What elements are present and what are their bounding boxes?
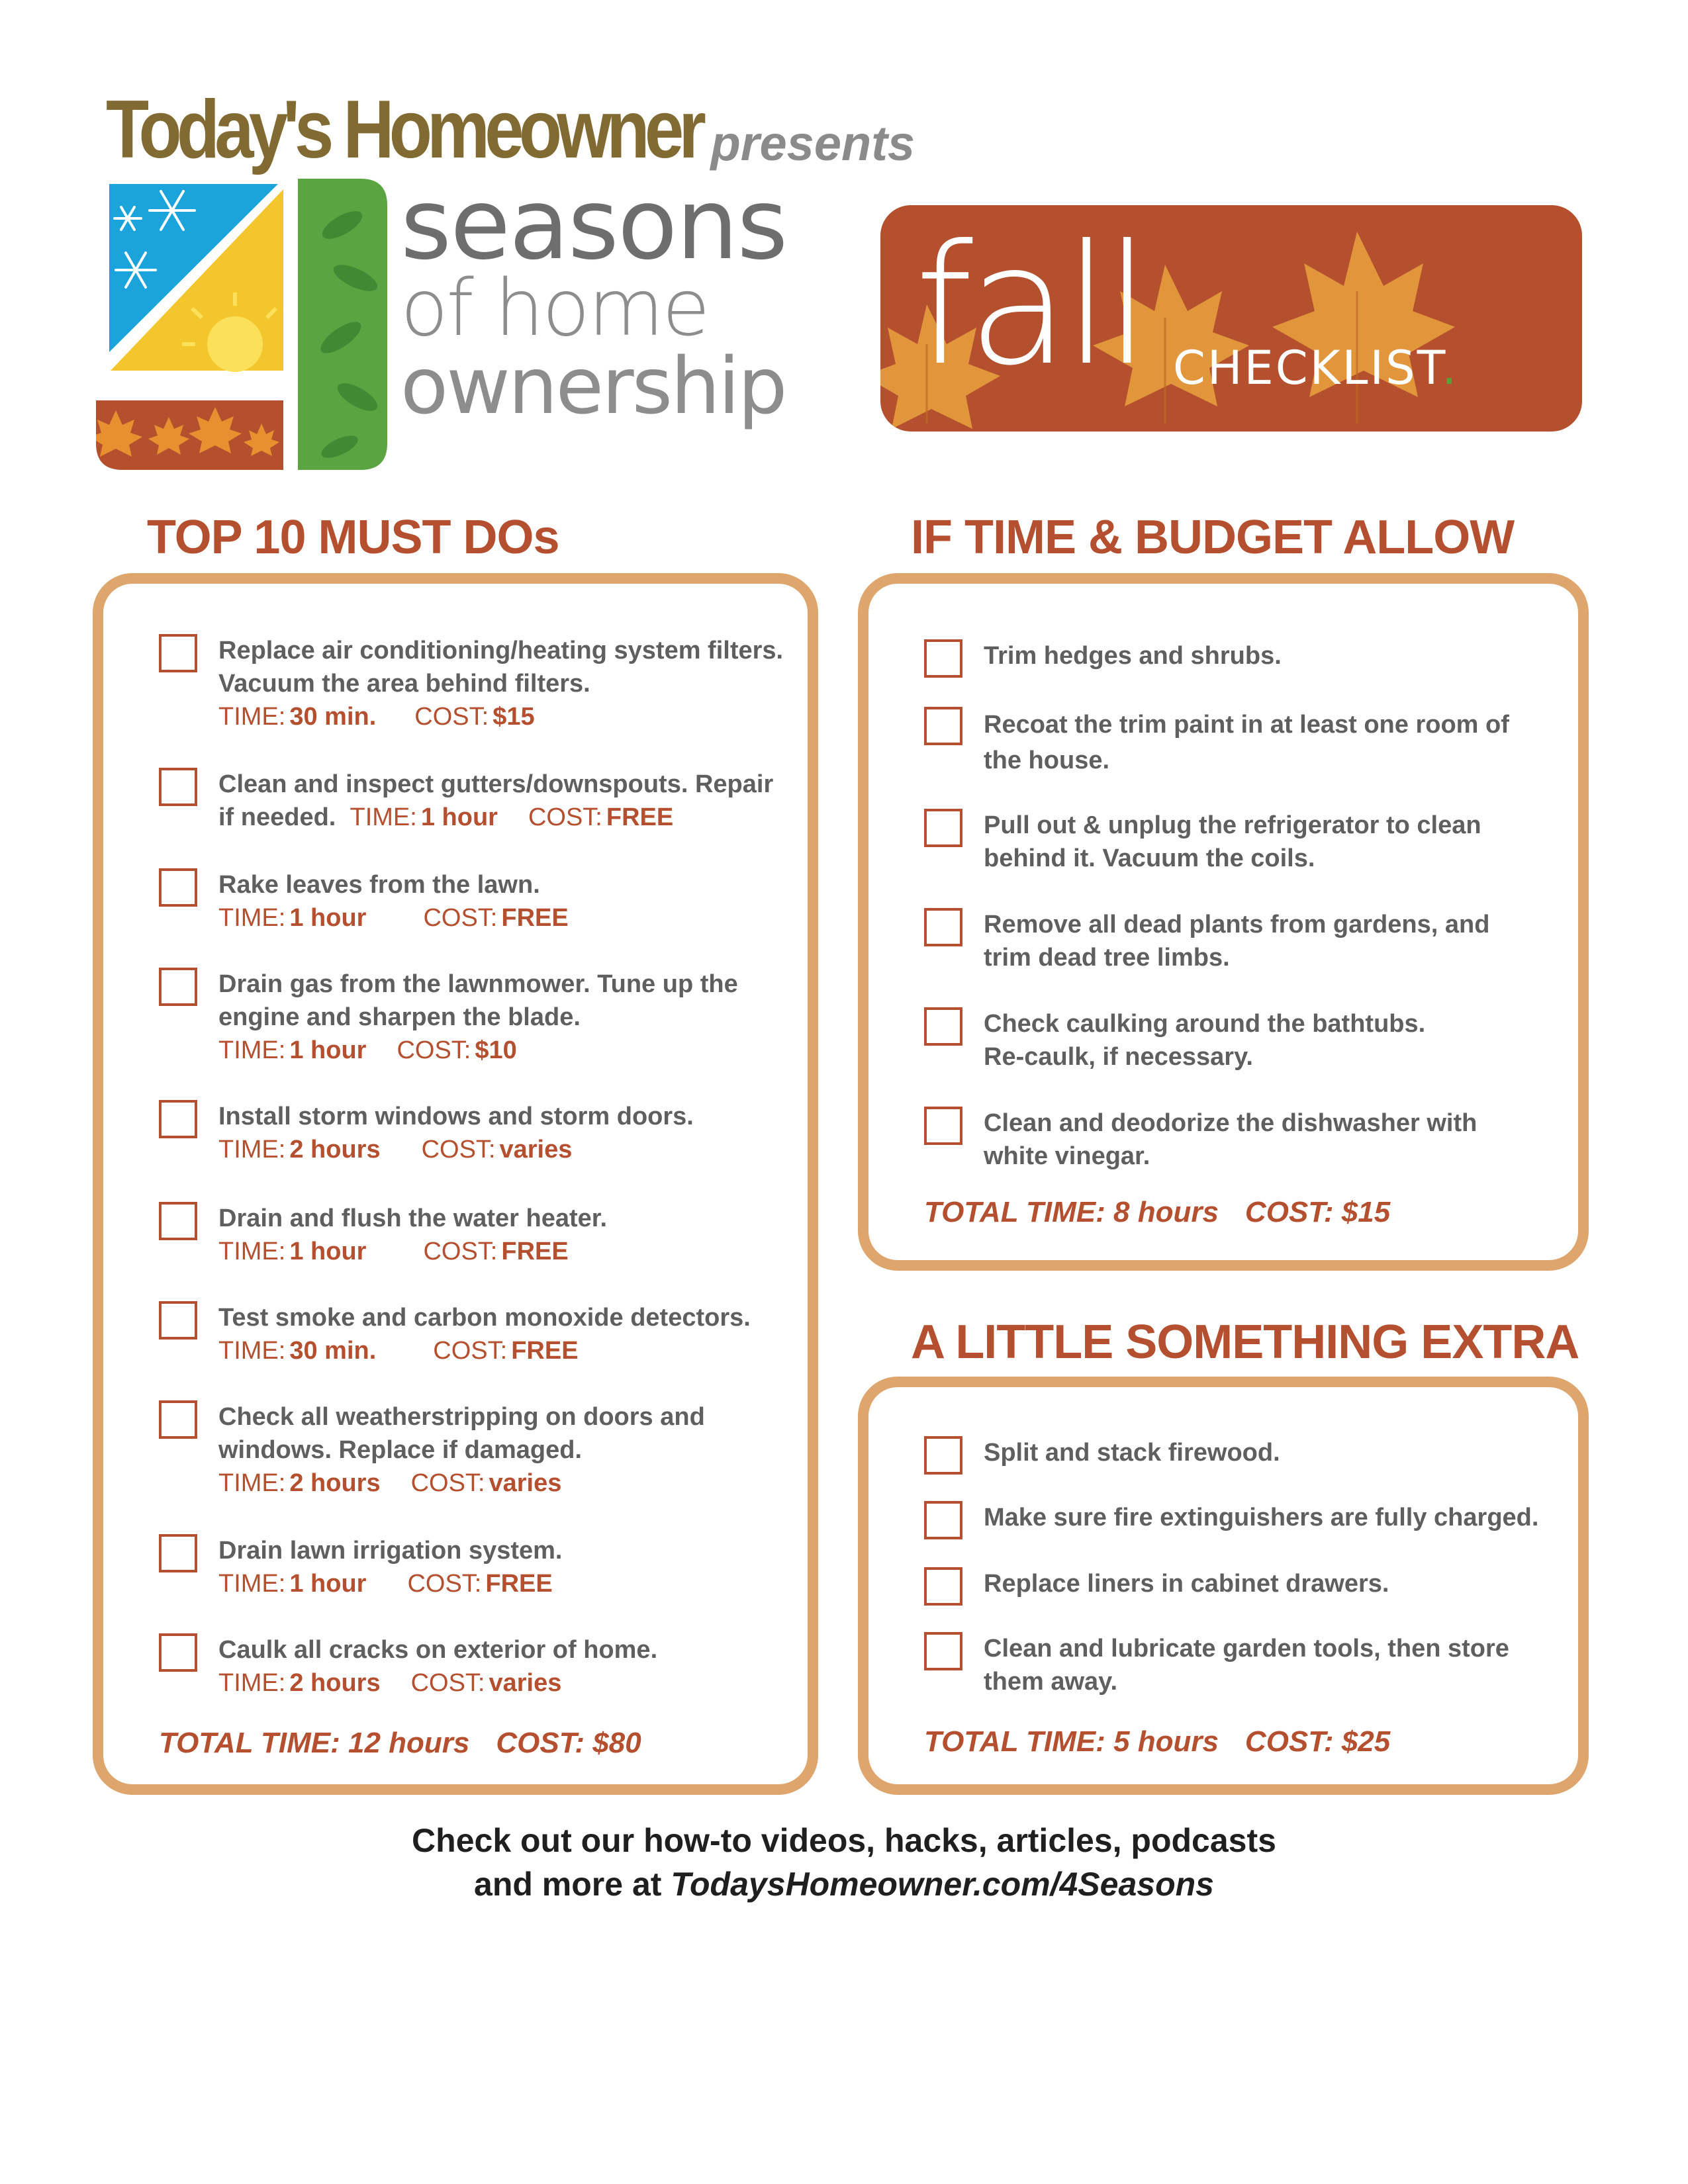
item-line: them away. (984, 1668, 1118, 1696)
fall-word: fall (915, 209, 1146, 402)
item-meta: TIME: 1 hour COST: FREE (218, 904, 569, 932)
item-line: Clean and deodorize the dishwasher with (984, 1109, 1477, 1137)
total-cost: $80 (592, 1727, 641, 1759)
item-meta: TIME: 1 hour COST: FREE (218, 1570, 553, 1598)
item-line: Drain and flush the water heater. (218, 1205, 608, 1232)
item-checkbox[interactable] (924, 1632, 962, 1670)
total-cost: $15 (1341, 1196, 1391, 1228)
leaf-icon (298, 179, 387, 470)
item-text (984, 908, 1489, 974)
footer-cta (0, 1819, 1688, 1906)
item-line: engine and sharpen the blade. (218, 1003, 581, 1031)
item-line: Recoat the trim paint in at least one room of (984, 711, 1509, 739)
brand-name: Today's Homeowner (106, 84, 702, 175)
item-line: Clean and inspect gutters/downspouts. Repair (218, 770, 774, 798)
total-time: 5 hours (1113, 1725, 1219, 1758)
maple-leaf-icon (96, 400, 283, 470)
item-cost: varies (499, 1136, 573, 1163)
item-cost: $10 (475, 1036, 517, 1064)
checklist-label (1173, 341, 1458, 394)
item-checkbox[interactable] (924, 1107, 962, 1145)
item-checkbox[interactable] (924, 639, 962, 678)
item-meta: TIME: 30 min. COST: $15 (218, 703, 535, 731)
total-time: 8 hours (1113, 1196, 1219, 1228)
item-line: white vinegar. (984, 1142, 1150, 1170)
brand-lockup (106, 78, 915, 175)
item-checkbox[interactable] (924, 1436, 962, 1475)
item-time: 1 hour (420, 803, 498, 831)
item-cost: varies (489, 1469, 562, 1497)
item-meta: TIME: 1 hour COST: $10 (218, 1036, 517, 1064)
item-line: Make sure fire extinguishers are fully charged. (984, 1504, 1539, 1531)
item-meta: TIME: 1 hour COST: FREE (218, 1238, 569, 1265)
item-checkbox[interactable] (159, 768, 197, 806)
item-line: Drain gas from the lawnmower. Tune up the (218, 970, 738, 998)
item-cost: FREE (511, 1337, 579, 1365)
item-line-with-meta: if needed. TIME: 1 hour COST: FREE (218, 803, 674, 831)
item-checkbox[interactable] (924, 1007, 962, 1046)
item-text (984, 639, 1282, 672)
item-time: 2 hours (289, 1469, 381, 1497)
item-meta: TIME: 30 min. COST: FREE (218, 1337, 579, 1365)
item-meta: TIME: 2 hours COST: varies (218, 1669, 562, 1697)
brand-presents: presents (710, 116, 915, 171)
item-line: Replace air conditioning/heating system filters. (218, 637, 784, 664)
title-line-3: ownership (400, 340, 786, 432)
top10-panel (93, 573, 818, 1795)
item-line: windows. Replace if damaged. (218, 1436, 583, 1464)
item-text (984, 707, 1509, 778)
total-time: 12 hours (348, 1727, 470, 1759)
item-line: Vacuum the area behind filters. (218, 670, 590, 698)
fall-checklist-badge (880, 205, 1582, 432)
item-line: Split and stack firewood. (984, 1439, 1280, 1467)
item-text (984, 1436, 1280, 1469)
item-text (218, 968, 738, 1067)
item-line: Check caulking around the bathtubs. (984, 1010, 1426, 1038)
item-cost: FREE (501, 1238, 569, 1265)
item-cost: FREE (501, 904, 569, 932)
item-checkbox[interactable] (159, 1100, 197, 1138)
item-line: Rake leaves from the lawn. (218, 871, 540, 899)
item-time: 2 hours (289, 1669, 381, 1697)
item-cost: FREE (485, 1570, 553, 1598)
item-line: Test smoke and carbon monoxide detectors. (218, 1304, 751, 1332)
four-seasons-logo (96, 179, 387, 470)
item-checkbox[interactable] (159, 1400, 197, 1439)
total-cost: $25 (1341, 1725, 1391, 1758)
item-line: Drain lawn irrigation system. (218, 1537, 563, 1565)
item-text (218, 768, 773, 834)
item-line: Install storm windows and storm doors. (218, 1103, 694, 1130)
item-time: 1 hour (289, 1570, 367, 1598)
item-line: Remove all dead plants from gardens, and (984, 911, 1490, 938)
item-checkbox[interactable] (159, 1633, 197, 1672)
item-time: 30 min. (289, 703, 377, 731)
item-text (984, 1007, 1425, 1073)
item-text (984, 809, 1481, 875)
item-cost: $15 (492, 703, 535, 731)
item-text (218, 1100, 694, 1166)
program-title (400, 167, 864, 432)
item-text (218, 1202, 607, 1268)
item-checkbox[interactable] (159, 634, 197, 672)
item-line: trim dead tree limbs. (984, 944, 1230, 972)
item-text (218, 1400, 705, 1500)
item-cost: FREE (606, 803, 674, 831)
item-time: 1 hour (289, 904, 367, 932)
item-text (984, 1567, 1389, 1600)
item-time: 2 hours (289, 1136, 381, 1163)
item-text (218, 1301, 751, 1367)
item-line: the house. (984, 747, 1110, 774)
item-checkbox[interactable] (159, 1301, 197, 1340)
item-checkbox[interactable] (924, 908, 962, 946)
item-time: 1 hour (289, 1036, 367, 1064)
item-text (984, 1632, 1509, 1698)
budget-heading: IF TIME & BUDGET ALLOW (911, 511, 1515, 564)
title-line-2: of home (400, 262, 708, 353)
title-line-1: seasons (400, 167, 787, 281)
extra-panel (858, 1377, 1589, 1795)
budget-panel (858, 573, 1589, 1271)
item-line: Replace liners in cabinet drawers. (984, 1570, 1389, 1598)
item-text (218, 868, 569, 934)
item-time: 30 min. (289, 1337, 377, 1365)
item-line: Caulk all cracks on exterior of home. (218, 1636, 658, 1664)
item-checkbox[interactable] (159, 968, 197, 1006)
item-checkbox[interactable] (159, 868, 197, 907)
item-line: Check all weatherstripping on doors and (218, 1403, 705, 1431)
item-text (218, 1633, 657, 1700)
item-meta: TIME: 1 hour COST: FREE (350, 803, 674, 831)
item-time: 1 hour (289, 1238, 367, 1265)
footer-line-1: Check out our how-to videos, hacks, articles, podcasts (412, 1822, 1276, 1859)
checklist-text: CHECKLIST (1173, 341, 1442, 395)
item-checkbox[interactable] (924, 809, 962, 847)
item-line: Pull out & unplug the refrigerator to clean (984, 811, 1481, 839)
item-line: behind it. Vacuum the coils. (984, 844, 1315, 872)
extra-total: TOTAL TIME: 5 hours COST: $25 (924, 1725, 1391, 1758)
budget-total: TOTAL TIME: 8 hours COST: $15 (924, 1196, 1391, 1228)
item-checkbox[interactable] (924, 1567, 962, 1606)
footer-line-2: and more at TodaysHomeowner.com/4Seasons (474, 1866, 1214, 1903)
top10-heading: TOP 10 MUST DOs (147, 511, 559, 564)
item-meta: TIME: 2 hours COST: varies (218, 1136, 573, 1163)
item-text (984, 1501, 1538, 1534)
extra-heading: A LITTLE SOMETHING EXTRA (911, 1316, 1579, 1369)
item-text (218, 1534, 562, 1600)
item-checkbox[interactable] (924, 707, 962, 745)
item-checkbox[interactable] (159, 1534, 197, 1572)
footer-link[interactable]: TodaysHomeowner.com/4Seasons (671, 1866, 1214, 1903)
item-line: Re-caulk, if necessary. (984, 1043, 1253, 1071)
item-text (984, 1107, 1477, 1173)
item-meta: TIME: 2 hours COST: varies (218, 1469, 562, 1497)
top10-total: TOTAL TIME: 12 hours COST: $80 (159, 1727, 641, 1759)
item-line: Trim hedges and shrubs. (984, 642, 1282, 670)
checklist-dot: . (1442, 341, 1459, 395)
item-checkbox[interactable] (924, 1501, 962, 1539)
item-checkbox[interactable] (159, 1202, 197, 1240)
item-text (218, 634, 783, 733)
item-cost: varies (489, 1669, 562, 1697)
item-line: Clean and lubricate garden tools, then store (984, 1635, 1509, 1662)
